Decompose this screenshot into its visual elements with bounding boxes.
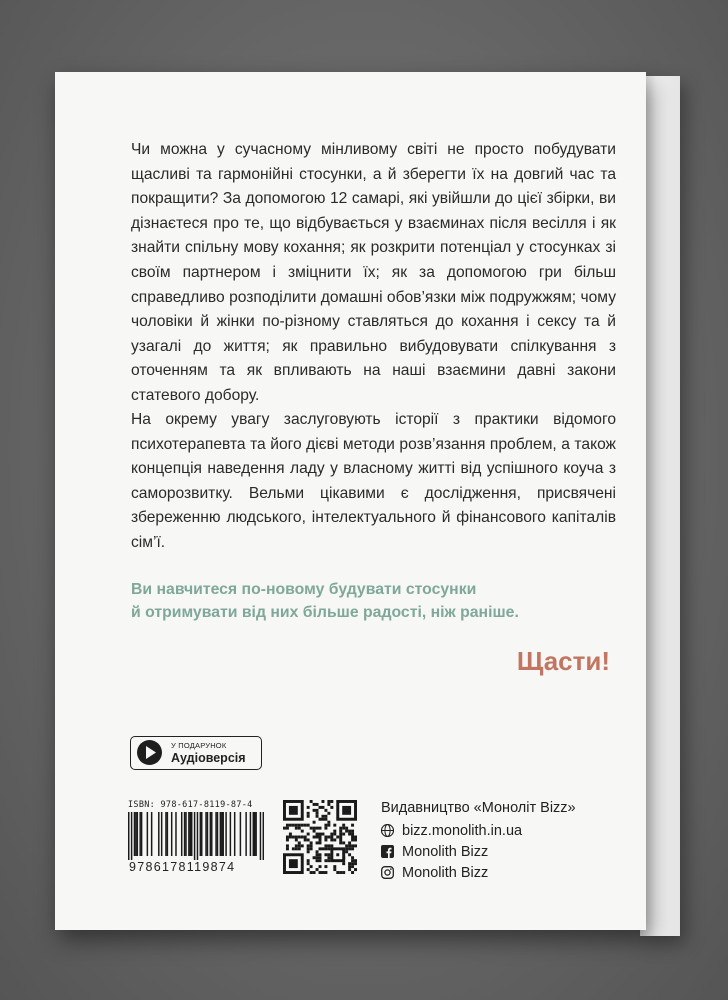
qr-code [283,800,357,874]
audio-version-badge [130,736,262,770]
publisher-instagram [381,862,576,883]
facebook-text: Monolith Bizz [402,843,489,860]
publisher-website [381,820,576,841]
barcode-number: 9786178119874 [129,860,236,874]
publisher-block [381,800,576,883]
book-spine-edge [640,76,680,936]
play-icon [137,740,162,765]
instagram-icon [381,866,394,879]
website-text: bizz.monolith.in.ua [402,822,523,839]
facebook-icon [381,845,394,858]
publisher-title: Видавництво «Моноліт Bizz» [381,800,576,816]
isbn: ISBN: 978-617-8119-87-4 [128,800,253,810]
audio-badge-caption: У ПОДАРУНОК [171,741,227,750]
instagram-text: Monolith Bizz [402,864,489,881]
web-icon [381,824,394,837]
slogan [131,578,621,624]
barcode [128,812,264,860]
description-paragraph-2: На окрему увагу заслуговують історії з практики відомого психотерапевта та його дієві методи розв’язання проблем, а також концепція наведення ладу у власному житті від успішного коуча з саморозвитку. Вельми цікавими є дослідження, присвячені збереженню людського, інтелектуального й фінансового капіталів сім’ї. [131,411,616,551]
publisher-facebook [381,841,576,862]
closing-wish: Щасти! [516,646,610,676]
slogan-line-2: й отримувати від них більше радості, ніж раніше. [131,604,519,621]
book-back-cover [55,72,646,930]
description-paragraph-1: Чи можна у сучасному мінливому світі не просто побудувати щасливі та гармонійні стосунки, а й зберегти їх на довгий час та покращити? За допомогою 12 самарі, які увійшли до цієї збірки, ви дізнаєтеся про те, що відбувається у взаєминах після весілля і як знайти спільну мову кохання; як розкрити потенціал у стосунках зі своїм партнером і зміцнити їх; як за допомогою гри більш справедливо розподілити домашні обов’язки між подружжям; чому чоловіки й жінки по-різному ставляться до кохання і сексу та й узагалі до життя; як правильно вибудовувати спілкування з оточенням та як впливають на наші взаємини давні закони статевого добору. [131,141,616,404]
slogan-line-1: Ви навчитеся по-новому будувати стосунки [131,581,477,598]
audio-badge-title: Аудіоверсія [171,751,246,765]
